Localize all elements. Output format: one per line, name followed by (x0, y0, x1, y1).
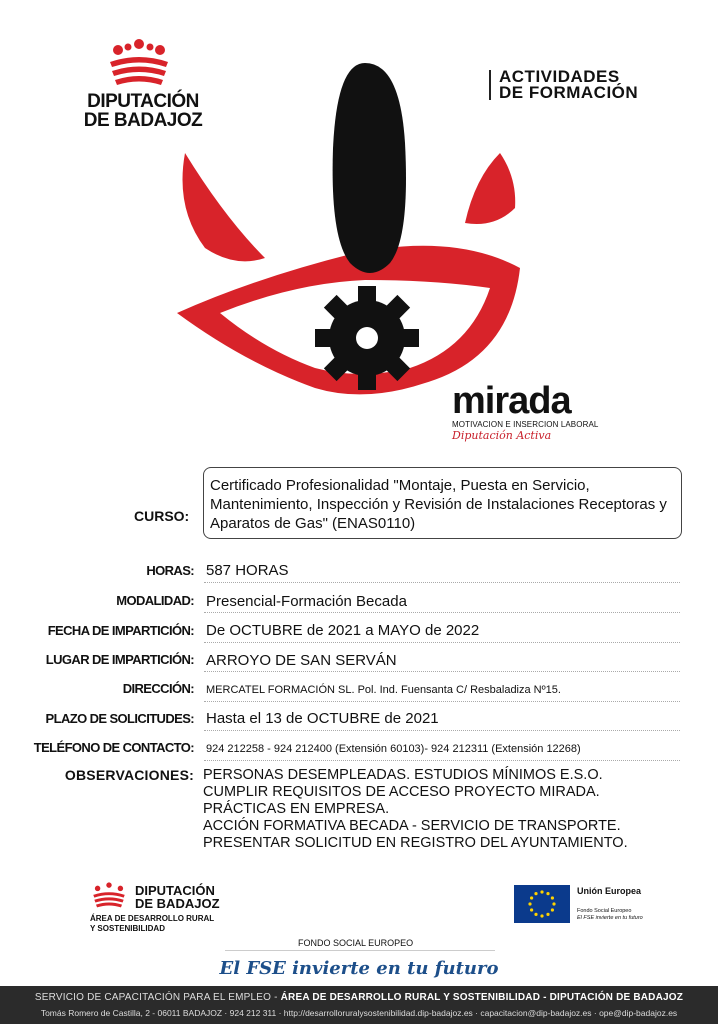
footer-area-text (90, 914, 214, 934)
row-divider (204, 582, 680, 583)
row-divider (204, 760, 680, 761)
row-divider (204, 730, 680, 731)
fse-divider (225, 950, 495, 951)
address-value: MERCATEL FORMACIÓN SL. Pol. Ind. Fuensanta C/ Resbaladiza Nº15. (206, 684, 561, 696)
date-value: De OCTUBRE de 2021 a MAYO de 2022 (206, 622, 480, 639)
observation-item: PERSONAS DESEMPLEADAS. ESTUDIOS MÍNIMOS E.S.O. (203, 767, 603, 783)
title-line1: ACTIVIDADES (499, 67, 620, 86)
footer-logo-line2: DE BADAJOZ (135, 896, 220, 911)
modality-label: MODALIDAD: (116, 593, 194, 608)
eu-fund: Fondo Social Europeo (577, 908, 632, 914)
footer-logo-text (135, 884, 220, 910)
observation-item: PRÁCTICAS EN EMPRESA. (203, 801, 390, 817)
address-label: DIRECCIÓN: (122, 681, 194, 696)
diputacion-crown-icon (90, 881, 128, 911)
observation-item: CUMPLIR REQUISITOS DE ACCESO PROYECTO MIRADA. (203, 784, 600, 800)
eu-tagline: El FSE invierte en tu futuro (577, 915, 643, 921)
logo-line2: DE BADAJOZ (83, 110, 203, 131)
footer-logo-line1: DIPUTACIÓN (135, 883, 215, 898)
program-subtitle: MOTIVACION E INSERCION LABORAL (452, 420, 599, 429)
eu-subtext (577, 908, 643, 922)
course-label: CURSO: (134, 508, 190, 524)
phone-label: TELÉFONO DE CONTACTO: (33, 740, 194, 755)
observations-list (203, 767, 681, 852)
footer-contact: Tomás Romero de Castilla, 2 - 06011 BADAJOZ · 924 212 311 · http://desarrolloruralysostenibilidad.dip-badajoz.es · capacitacion@dip-badajoz.es · ope@dip-badajoz.es (40, 1008, 678, 1018)
footer-bar (0, 986, 718, 1024)
area-line2: Y SOSTENIBILIDAD (90, 924, 165, 933)
course-value: Certificado Profesionalidad "Montaje, Puesta en Servicio, Mantenimiento, Inspección y Revisión de Instalaciones Receptoras y Aparatos de Gas" (ENAS0110) (203, 467, 682, 539)
hours-label: HORAS: (146, 563, 194, 578)
fse-label: FONDO SOCIAL EUROPEO (298, 938, 414, 948)
program-name: mirada (452, 380, 571, 422)
footer-bar-line1 (0, 992, 718, 1003)
logo-line1: DIPUTACIÓN (87, 91, 199, 112)
footer-area: ÁREA DE DESARROLLO RURAL Y SOSTENIBILIDAD - DIPUTACIÓN DE BADAJOZ (280, 992, 684, 1003)
observation-item: PRESENTAR SOLICITUD EN REGISTRO DEL AYUNTAMIENTO. (203, 835, 628, 851)
program-signature: Diputación Activa (452, 429, 552, 442)
diputacion-crown-icon (104, 38, 174, 90)
area-line1: ÁREA DE DESARROLLO RURAL (90, 914, 215, 923)
hours-value: 587 HORAS (206, 562, 289, 579)
title-line2: DE FORMACIÓN (499, 83, 639, 102)
row-divider (204, 701, 680, 702)
date-label: FECHA DE IMPARTICIÓN: (47, 623, 194, 638)
fse-slogan: El FSE invierte en tu futuro (219, 958, 499, 979)
mirada-eye-icon (165, 58, 565, 408)
observation-item: ACCIÓN FORMATIVA BECADA - SERVICIO DE TRANSPORTE. (203, 818, 621, 834)
row-divider (204, 642, 680, 643)
modality-value: Presencial-Formación Becada (206, 593, 407, 610)
eu-title: Unión Europea (577, 886, 642, 896)
phone-value: 924 212258 - 924 212400 (Extensión 60103)- 924 212311 (Extensión 12268) (206, 743, 581, 755)
row-divider (204, 671, 680, 672)
deadline-value: Hasta el 13 de OCTUBRE de 2021 (206, 710, 439, 727)
eu-flag-icon (514, 885, 570, 923)
footer-service: SERVICIO DE CAPACITACIÓN PARA EL EMPLEO - (34, 992, 281, 1003)
observations-label: OBSERVACIONES: (64, 767, 194, 783)
place-label: LUGAR DE IMPARTICIÓN: (45, 652, 194, 667)
deadline-label: PLAZO DE SOLICITUDES: (45, 711, 194, 726)
place-value: ARROYO DE SAN SERVÁN (206, 652, 397, 669)
row-divider (204, 612, 680, 613)
